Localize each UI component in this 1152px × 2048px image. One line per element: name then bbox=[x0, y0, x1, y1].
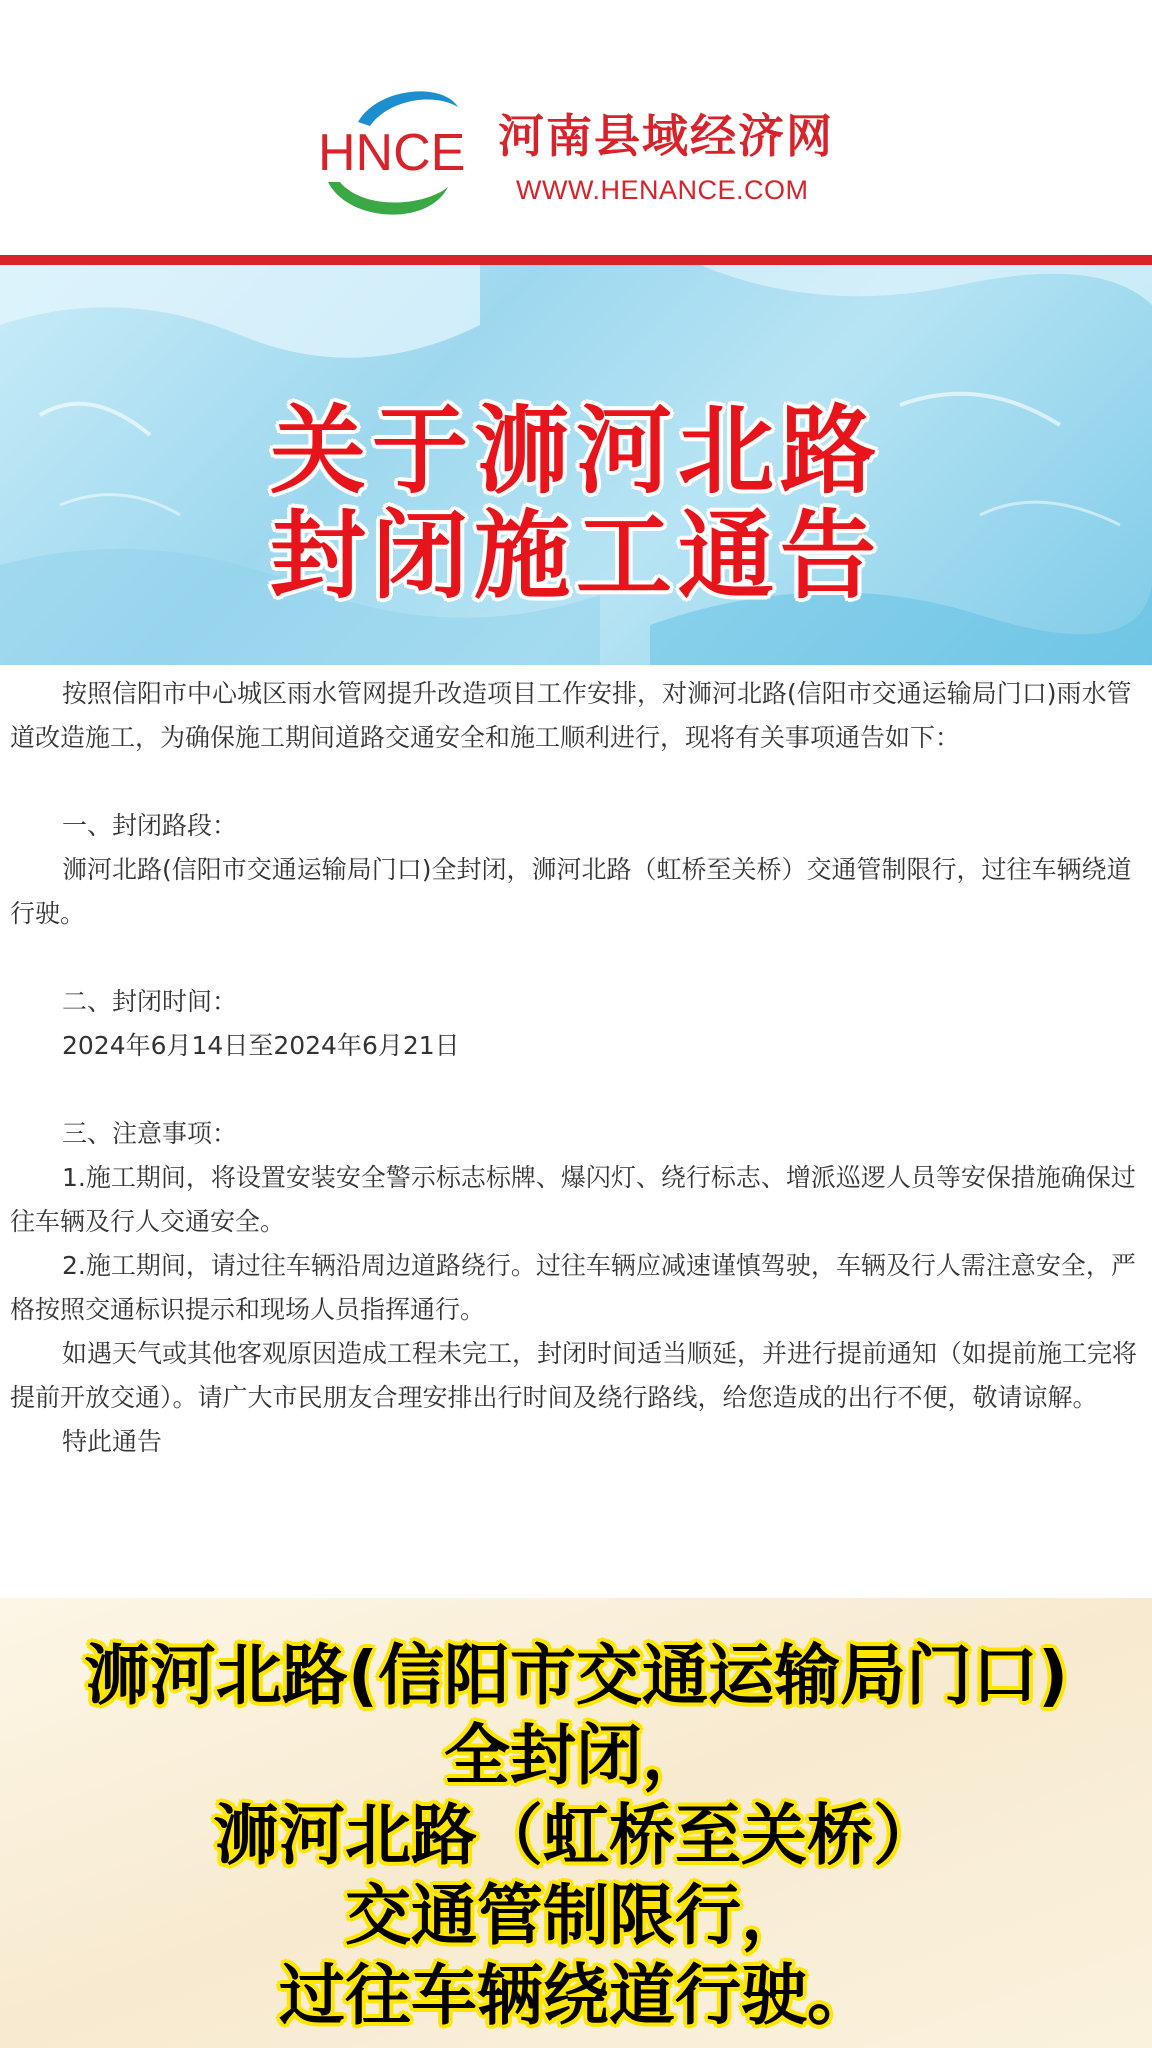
section-2-heading: 二、封闭时间： bbox=[62, 987, 238, 1016]
section-2-body: 2024年6月14日至2024年6月21日 bbox=[62, 1031, 460, 1060]
closing-line: 特此通告 bbox=[62, 1427, 163, 1456]
title-banner bbox=[0, 265, 1152, 665]
banner-title-line-2: 封闭施工通告 bbox=[270, 500, 882, 612]
summary-text bbox=[0, 1636, 1152, 2036]
site-header bbox=[0, 0, 1152, 255]
delay-note: 如遇天气或其他客观原因造成工程未完工，封闭时间适当顺延，并进行提前通知（如提前施工完将提前开放交通）。请广大市民朋友合理安排出行时间及绕行路线，给您造成的出行不便，敬请谅解。 bbox=[10, 1339, 1138, 1412]
summary-line-5: 过往车辆绕道行驶。 bbox=[279, 1957, 873, 2034]
section-3-heading: 三、注意事项： bbox=[62, 1119, 238, 1148]
site-name: 河南县域经济网 bbox=[498, 109, 834, 163]
notice-body bbox=[10, 672, 1138, 1464]
hnce-logo bbox=[318, 82, 468, 222]
header-divider bbox=[0, 255, 1152, 265]
summary-line-2: 全封闭， bbox=[444, 1717, 708, 1794]
site-url[interactable]: WWW.HENANCE.COM bbox=[516, 175, 809, 205]
banner-title-line-1: 关于浉河北路 bbox=[270, 395, 882, 507]
intro-paragraph: 按照信阳市中心城区雨水管网提升改造项目工作安排，对浉河北路(信阳市交通运输局门口)雨水管道改造施工，为确保施工期间道路交通安全和施工顺利进行，现将有关事项通告如下： bbox=[10, 679, 1132, 752]
logo-text: HNCE bbox=[318, 124, 466, 182]
section-1-body: 浉河北路(信阳市交通运输局门口)全封闭，浉河北路（虹桥至关桥）交通管制限行，过往车辆绕道行驶。 bbox=[10, 855, 1132, 928]
summary-panel bbox=[0, 1598, 1152, 2048]
notice-item-1: 1.施工期间，将设置安装安全警示标志标牌、爆闪灯、绕行标志、增派巡逻人员等安保措施确保过往车辆及行人交通安全。 bbox=[10, 1163, 1136, 1236]
section-1-heading: 一、封闭路段： bbox=[62, 811, 238, 840]
notice-item-2: 2.施工期间，请过往车辆沿周边道路绕行。过往车辆应减速谨慎驾驶，车辆及行人需注意安全，严格按照交通标识提示和现场人员指挥通行。 bbox=[10, 1251, 1136, 1324]
summary-line-3: 浉河北路（虹桥至关桥） bbox=[213, 1797, 939, 1874]
summary-line-1: 浉河北路(信阳市交通运输局门口) bbox=[83, 1637, 1069, 1714]
summary-line-4: 交通管制限行， bbox=[345, 1877, 807, 1954]
